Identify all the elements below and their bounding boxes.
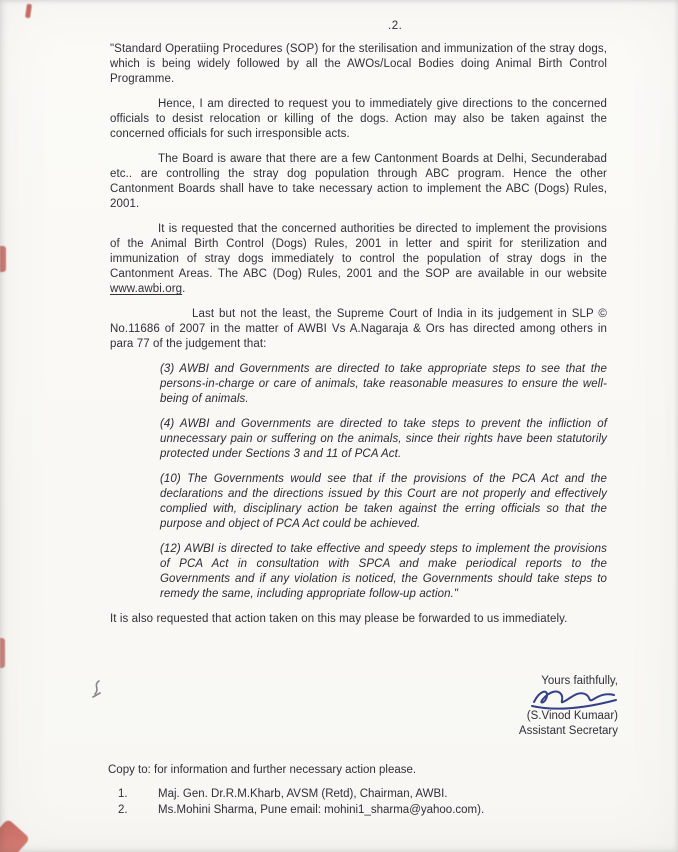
handwritten-signature [530, 686, 618, 712]
valediction: Yours faithfully, [541, 675, 618, 687]
quote-para-10: (10) The Governments would see that if the provisions of the PCA Act and the declarations and the directions issued by this Court are not properly and effectively complied with, disciplinary action be taken against the erring officials so that the purpose and object of PCA Act could be achieved. [160, 473, 607, 530]
paragraph-request-directions: Hence, I am directed to request you to immediately give directions to the concerned officials to desist relocation or killing of the dogs. Action may also be taken against the concerned officials for such irresponsible acts. [110, 98, 607, 140]
website-link: www.awbi.org [110, 283, 183, 295]
recipient-list [118, 786, 484, 818]
letter-body [110, 42, 607, 627]
copy-to-line: Copy to: for information and further necessary action please. [108, 764, 417, 776]
quote-para-4: (4) AWBI and Governments are directed to take steps to prevent the infliction of unnecessary pain or suffering on the animals, since their rights have been statutorily protected under Sections 3 and 11 of PCA Act. [160, 418, 607, 460]
signatory-name: (S.Vinod Kumaar) [526, 710, 618, 722]
list-item-text: Maj. Gen. Dr.R.M.Kharb, AVSM (Retd), Chairman, AWBI. [158, 788, 448, 800]
red-scan-mark-left-lower [0, 638, 5, 668]
list-item-text: Ms.Mohini Sharma, Pune email: mohini1_sharma@yahoo.com). [158, 804, 485, 816]
page-number: .2. [388, 20, 403, 32]
red-scan-mark-top [25, 4, 32, 19]
paragraph-cantonment-boards: The Board is aware that there are a few Cantonment Boards at Delhi, Secunderabad etc.. are controlling the stray dog population through ABC program. Hence the other Cantonment Boards shall have to take necessary action to implement the ABC (Dogs) Rules, 2001. [110, 153, 607, 210]
quote-para-3: (3) AWBI and Governments are directed to take appropriate steps to see that the persons-in-charge or care of animals, take reasonable measures to ensure the well-being of animals. [160, 363, 607, 405]
paragraph-sop: "Standard Operatiing Procedures (SOP) for the sterilisation and immunization of the stray dogs, which is being widely followed by all the AWOs/Local Bodies doing Animal Birth Control Programme. [110, 43, 607, 85]
signature-block [488, 674, 618, 738]
judgement-quotes [160, 362, 607, 602]
paragraph-closing: It is also requested that action taken on this may please be forwarded to us immediately. [110, 613, 568, 625]
red-scan-mark-left-middle [0, 246, 6, 272]
list-item-number: 2. [118, 804, 128, 816]
list-item [118, 786, 484, 802]
paragraph-abc-rules [110, 222, 607, 297]
red-scan-mark-bottom-corner [0, 819, 30, 852]
signatory-title: Assistant Secretary [518, 725, 618, 737]
list-item [118, 802, 484, 818]
list-item-number: 1. [118, 788, 128, 800]
pencil-mark [90, 680, 104, 700]
quote-para-12: (12) AWBI is directed to take effective and speedy steps to implement the provisions of PCA Act in consultation with SPCA and make periodical reports to the Governments and if any violation is noticed, the Governments should take steps to remedy the same, including appropriate follow-up action." [160, 543, 607, 600]
paragraph-supreme-court: Last but not the least, the Supreme Court of India in its judgement in SLP © No.11686 of 2007 in the matter of AWBI Vs A.Nagaraja & Ors has directed among others in para 77 of the judgement that: [110, 308, 607, 350]
paragraph-abc-rules-text: It is requested that the concerned authorities be directed to implement the provisions of the Animal Birth Control (Dogs) Rules, 2001 in letter and spirit for sterilization and immunization of stray dogs immediately to control the population of stray dogs in the Cantonment Areas. The ABC (Dog) Rules, 2001 and the SOP are available in our website [110, 223, 607, 280]
paragraph-abc-rules-end: . [182, 283, 186, 295]
